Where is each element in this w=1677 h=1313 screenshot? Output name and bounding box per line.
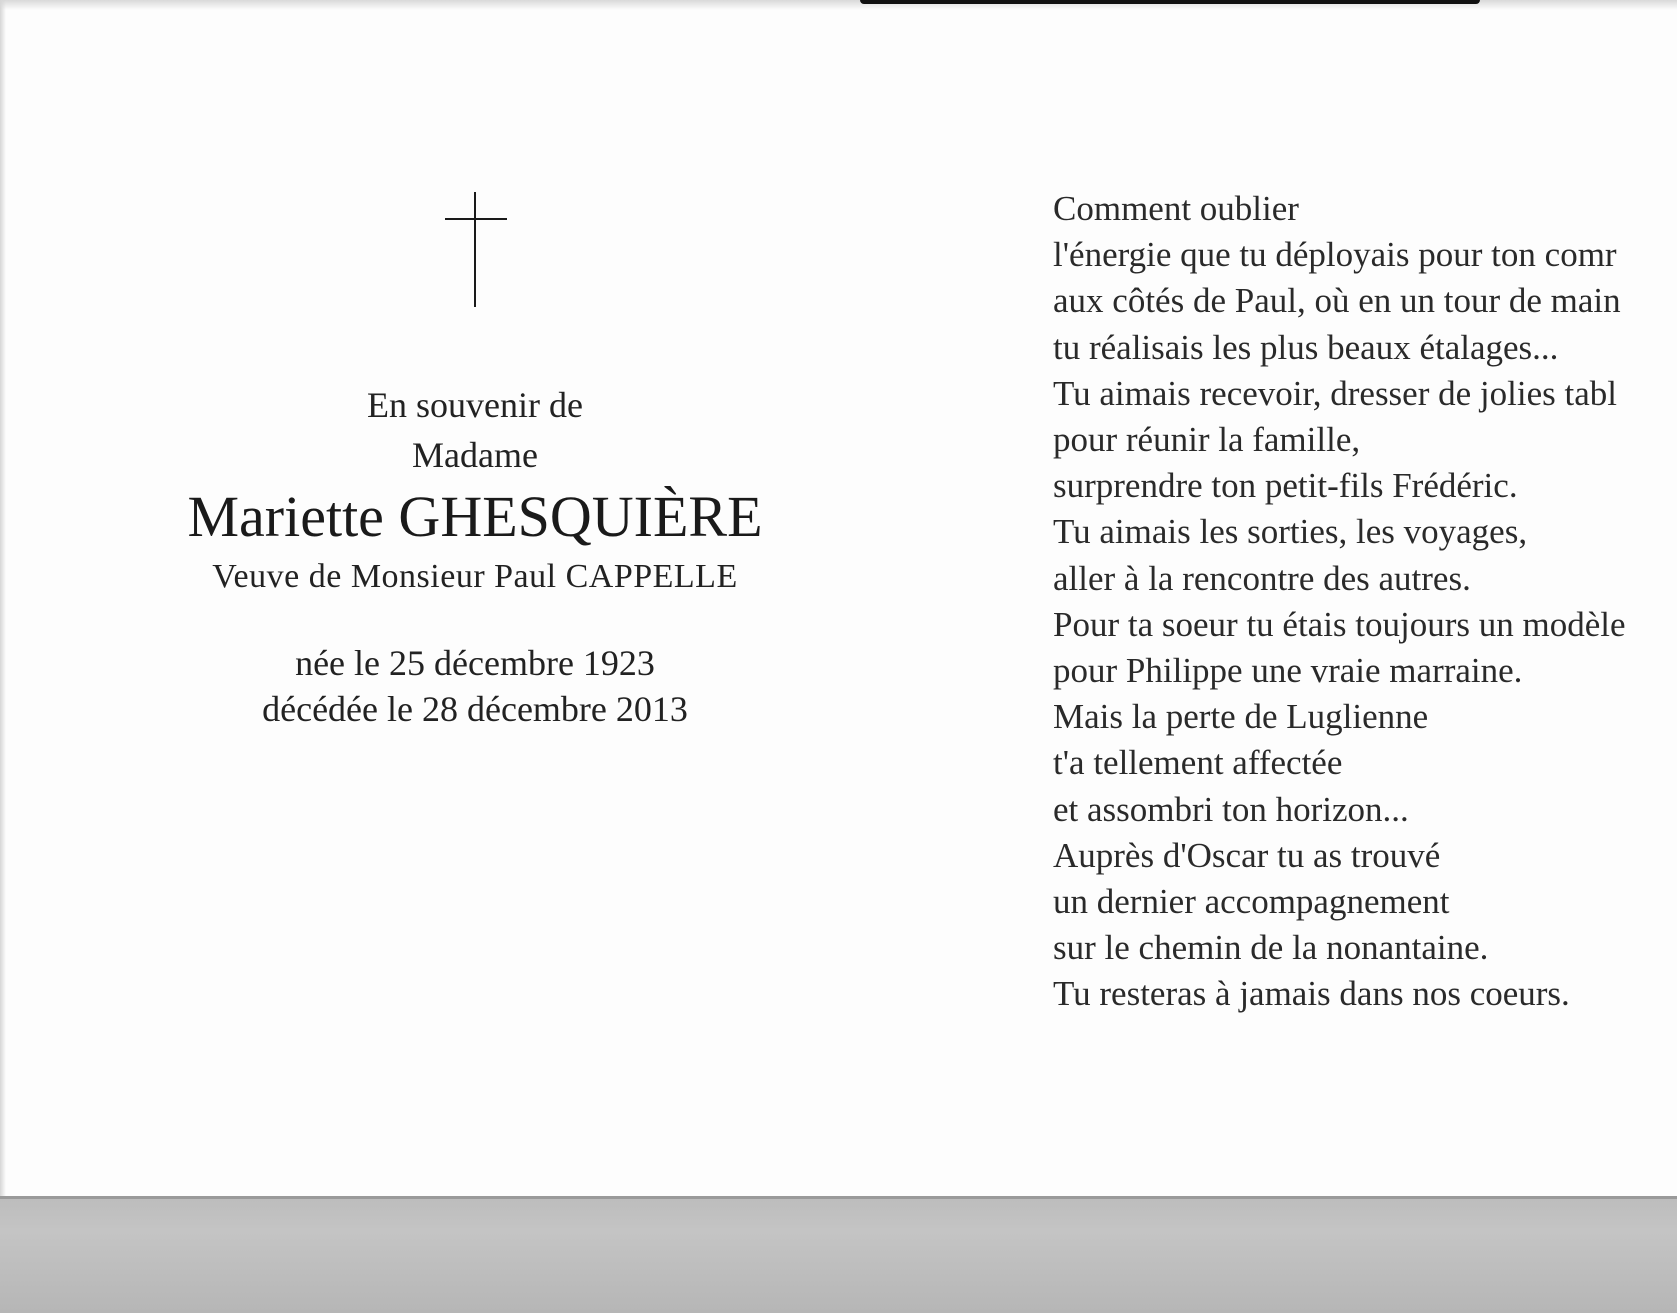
death-date: décédée le 28 décembre 2013 [262,689,688,729]
poem [1053,186,1677,1018]
birth-date: née le 25 décembre 1923 [295,643,655,683]
poem-line: tu réalisais les plus beaux étalages... [1053,327,1559,367]
poem-line: Auprès d'Oscar tu as trouvé [1053,835,1441,875]
poem-line: pour Philippe une vraie marraine. [1053,651,1523,691]
poem-line: Tu aimais recevoir, dresser de jolies tabl [1053,373,1617,413]
poem-line: et assombri ton horizon... [1053,789,1409,829]
memorial-text [120,380,830,732]
deceased-name: Mariette GHESQUIÈRE [187,484,763,549]
poem-line: aux côtés de Paul, où en un tour de main [1053,281,1621,321]
poem-line: Pour ta soeur tu étais toujours un modèle [1053,604,1626,644]
card-bottom-edge [0,1196,1677,1199]
poem-line: l'énergie que tu déployais pour ton comr [1053,235,1617,275]
poem-line: un dernier accompagnement [1053,882,1450,922]
poem-line: pour réunir la famille, [1053,420,1361,460]
poem-line: surprendre ton petit-fils Frédéric. [1053,466,1518,506]
poem-line: sur le chemin de la nonantaine. [1053,928,1489,968]
memorial-intro: En souvenir de [367,385,583,425]
poem-line: Comment oublier [1053,189,1299,228]
poem-line: Mais la perte de Luglienne [1053,697,1429,737]
poem-line: aller à la rencontre des autres. [1053,558,1471,598]
poem-line: Tu aimais les sorties, les voyages, [1053,512,1528,552]
scan-shadow [860,0,1480,4]
memorial-title: Madame [412,435,538,475]
poem-line: t'a tellement affectée [1053,743,1343,783]
poem-line: Tu resteras à jamais dans nos coeurs. [1053,974,1570,1014]
widow-line: Veuve de Monsieur Paul CAPPELLE [212,558,738,595]
dates [120,640,830,732]
cross-icon [445,192,507,307]
scanner-background [0,1196,1677,1313]
card-left-edge [0,0,6,1196]
